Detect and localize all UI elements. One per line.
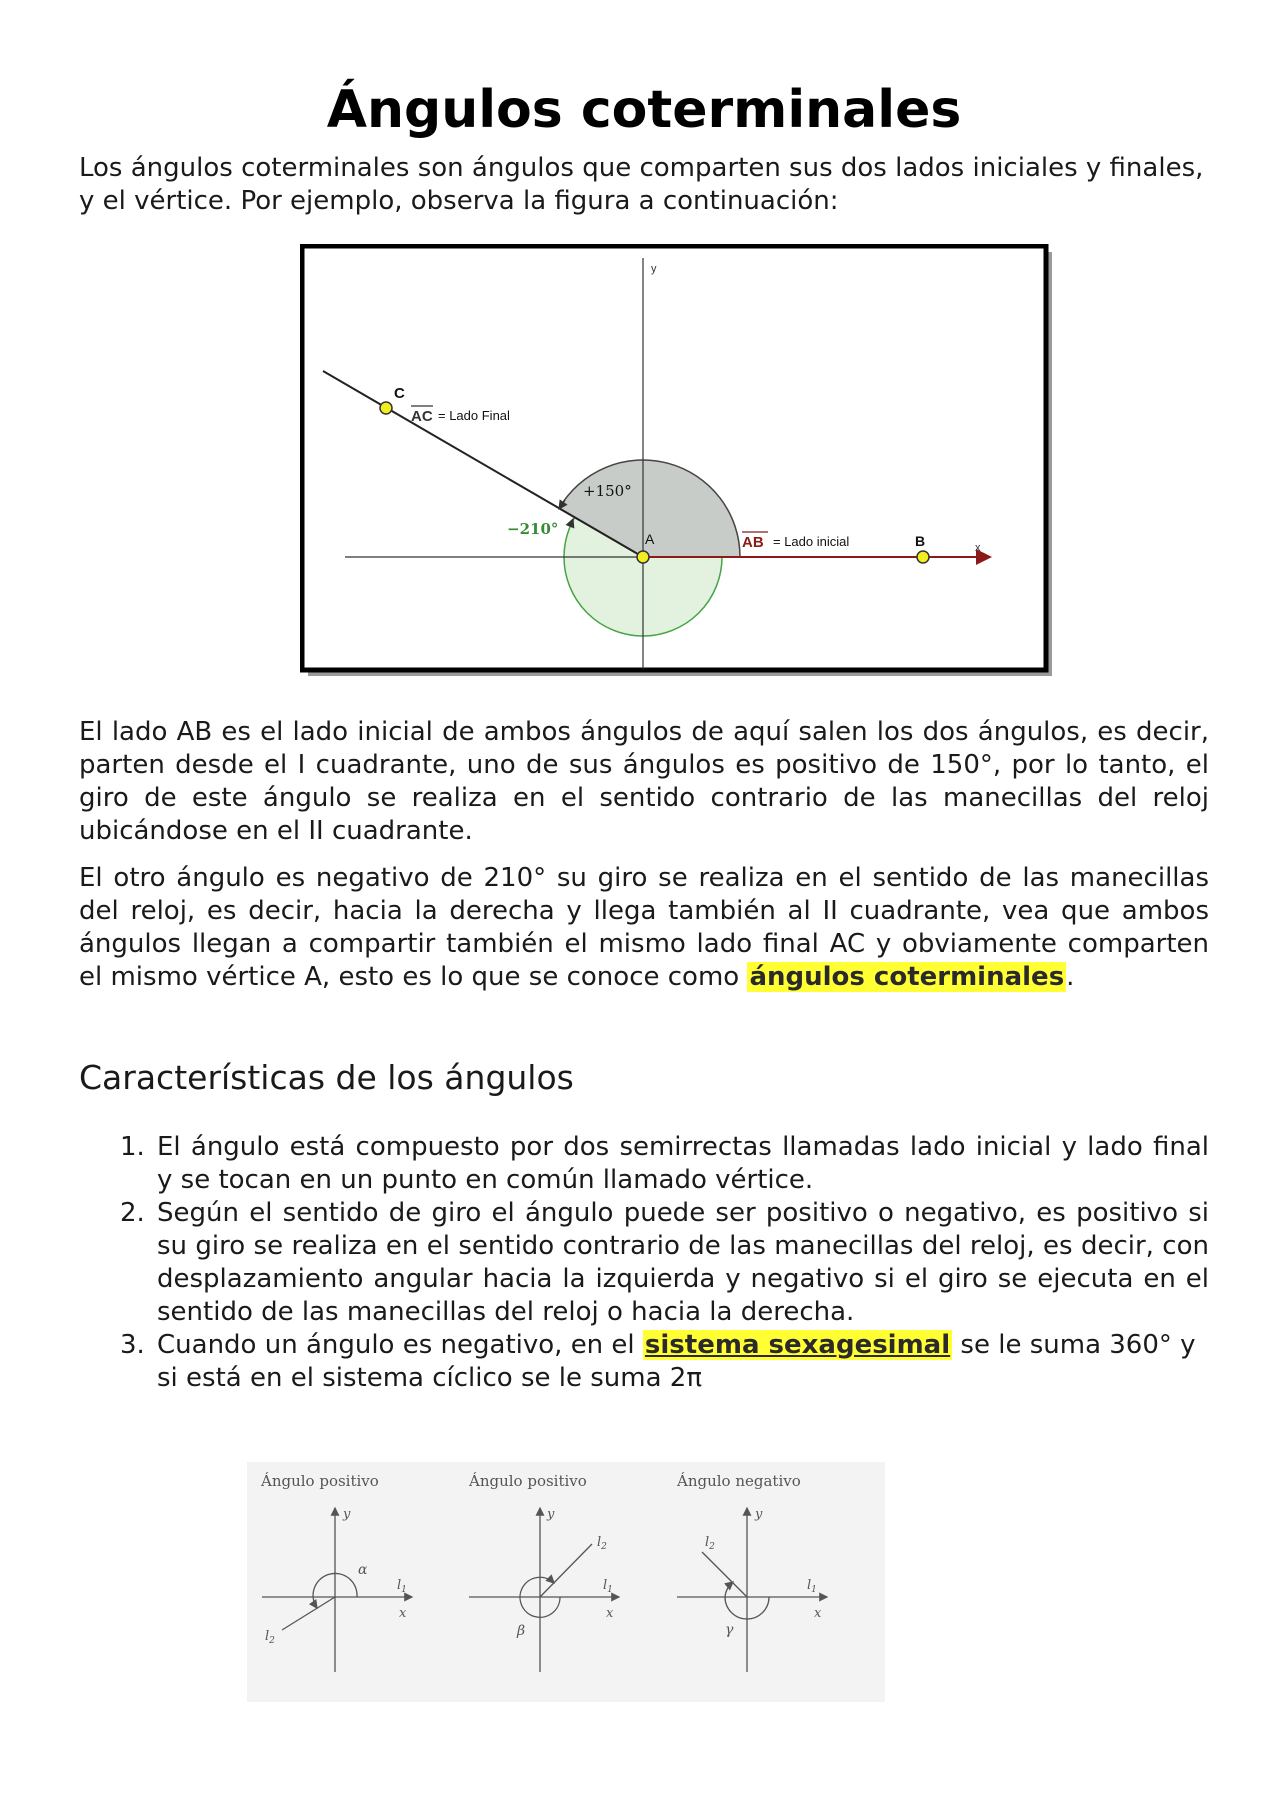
panel3-x-label: x: [814, 1606, 822, 1621]
panel2-l1-letter: l: [603, 1578, 608, 1593]
point-b: [917, 551, 929, 563]
panel3-title: Ángulo negativo: [677, 1472, 801, 1490]
panel1-l1-sub: 1: [401, 1585, 407, 1595]
paragraph-end: .: [1066, 962, 1075, 992]
list-text: Según el sentido de giro el ángulo puede ser positivo o negativo, es positivo si su giro se realiza en el sentido contrario de las manecillas del reloj, es decir, con desplazamiento angular hacia la izquierda y negativo si el giro se ejecuta en el sentido de las manecillas del reloj o hacia la derecha.: [157, 1198, 1209, 1327]
panel3-l1-sub: 1: [811, 1585, 817, 1595]
y-axis-label: y: [651, 263, 657, 275]
list-item: [79, 1131, 1209, 1197]
ab-label: = Lado inicial: [773, 534, 850, 549]
list-item: [79, 1197, 1209, 1329]
list-text: El ángulo está compuesto por dos semirrectas llamadas lado inicial y lado final y se tocan en un punto en común llamado vértice.: [157, 1132, 1209, 1195]
list-text: Cuando un ángulo es negativo, en el: [157, 1330, 643, 1360]
panel3-gamma: γ: [725, 1622, 734, 1638]
paragraph-initial-side: El lado AB es el lado inicial de ambos ángulos de aquí salen los dos ángulos, es decir, parten desde el I cuadrante, uno de sus ángulos es positivo de 150°, por lo tanto, el giro de este ángulo se realiza en el sentido contrario de las manecillas del reloj ubicándose en el II cuadrante.: [79, 717, 1209, 846]
panel2-l2-sub: 2: [601, 1542, 607, 1552]
panel3-l2-sub: 2: [709, 1542, 715, 1552]
angle-types-figure: [247, 1462, 885, 1702]
point-c: [380, 402, 392, 414]
panel2-title: Ángulo positivo: [469, 1472, 587, 1490]
list-number: 1.: [120, 1132, 145, 1162]
point-b-label: B: [915, 533, 926, 549]
panel2-beta: β: [517, 1623, 526, 1639]
panel1-l2-sub: 2: [269, 1636, 275, 1646]
negative-angle-label: −210°: [507, 520, 559, 538]
page-title: Ángulos coterminales: [326, 80, 962, 140]
panel2-y-label: y: [547, 1507, 555, 1522]
panel3-y-label: y: [755, 1507, 763, 1522]
intro-paragraph: Los ángulos coterminales son ángulos que comparten sus dos lados iniciales y finales, y el vértice. Por ejemplo, observa la figura a continuación:: [79, 153, 1204, 216]
list-item: [79, 1329, 1209, 1395]
panel1-y-label: y: [343, 1507, 351, 1522]
paragraph-negative-angle: [79, 862, 1209, 994]
panel2-x-label: x: [606, 1606, 614, 1621]
list-number: 3.: [120, 1330, 145, 1360]
point-a: [637, 551, 649, 563]
x-axis-label: x: [975, 542, 981, 554]
ac-symbol: AC: [411, 408, 433, 425]
list-text-end: se le suma 360° y si está en el sistema cíclico se le suma 2π: [157, 1330, 1196, 1393]
paragraph-text: El otro ángulo es negativo de 210° su giro se realiza en el sentido de las manecillas del reloj, es decir, hacia la derecha y llega también al II cuadrante, vea que ambos ángulos llegan a compartir también el mismo lado final AC y obviamente comparten el mismo vértice A, esto es lo que se conoce como: [79, 863, 1209, 992]
coterminal-angles-figure: [300, 244, 1055, 679]
positive-angle-label: +150°: [583, 482, 632, 500]
panel1-x-label: x: [399, 1606, 407, 1621]
ab-symbol: AB: [742, 534, 764, 551]
list-number: 2.: [120, 1198, 145, 1228]
panel1-l2-letter: l: [265, 1629, 270, 1644]
figure2-background: [247, 1462, 885, 1702]
panel1-l1-letter: l: [397, 1578, 402, 1593]
panel1-title: Ángulo positivo: [261, 1472, 379, 1490]
panel2-l2-letter: l: [597, 1535, 602, 1550]
panel1-alpha: α: [358, 1562, 368, 1578]
ac-label: = Lado Final: [438, 408, 510, 423]
panel2-l1-sub: 1: [607, 1585, 613, 1595]
section-heading: Características de los ángulos: [79, 1058, 574, 1097]
highlight-coterminal: ángulos coterminales: [749, 962, 1065, 992]
panel3-l2-letter: l: [705, 1535, 710, 1550]
point-c-label: C: [394, 385, 405, 402]
characteristics-list: [79, 1131, 1209, 1395]
highlight-sexagesimal: sistema sexagesimal: [644, 1330, 951, 1360]
point-a-label: A: [645, 531, 655, 547]
panel3-l1-letter: l: [807, 1578, 812, 1593]
